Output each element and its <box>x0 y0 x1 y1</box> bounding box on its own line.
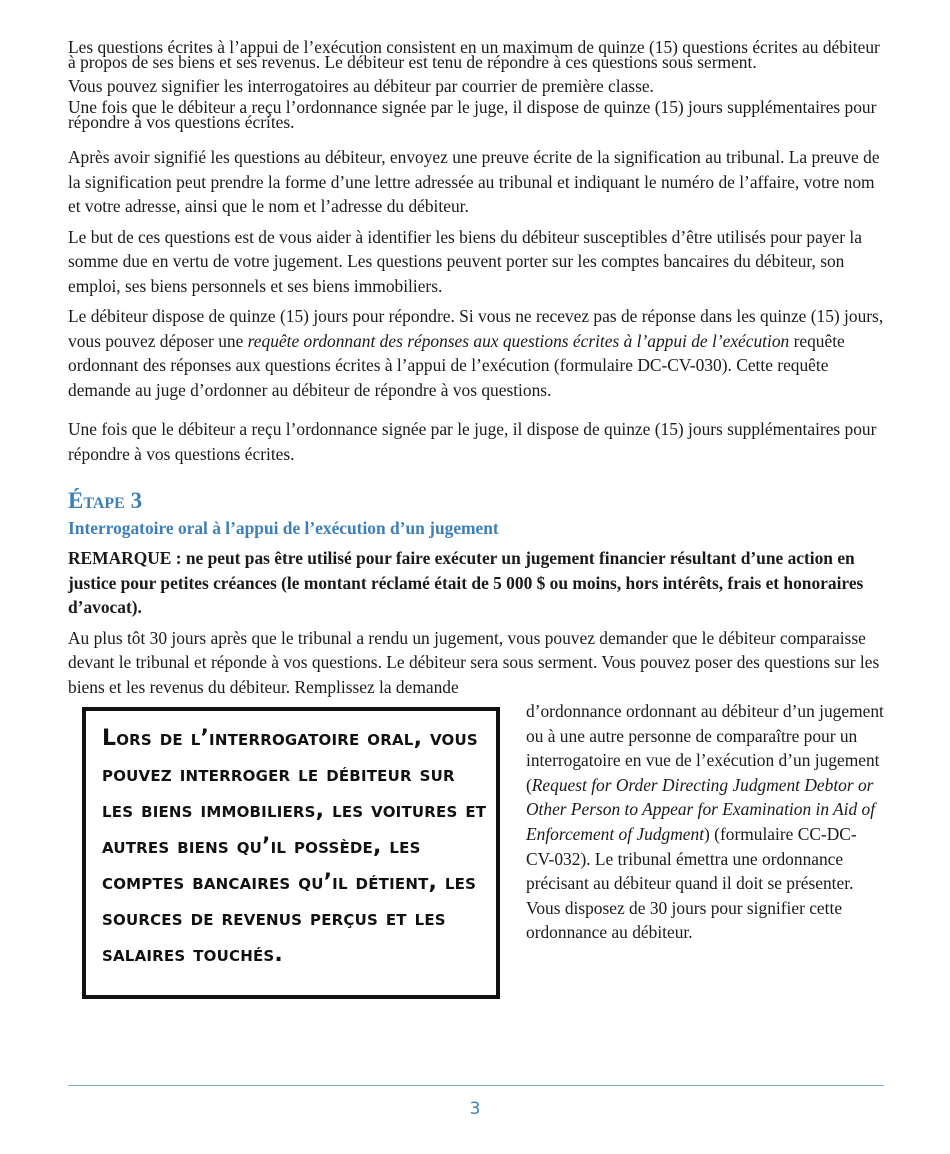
paragraph-purpose: Le but de ces questions est de vous aider à identifier les biens du débiteur susceptibles d’être utilisés pour payer la somme due en vertu de votre jugement. Les questions peuvent porter sur les comptes bancaires du débiteur, son emploi, ses biens personnels et ses biens immobiliers. <box>68 226 862 296</box>
footer-divider <box>68 1085 884 1086</box>
remark-note: REMARQUE : ne peut pas être utilisé pour faire exécuter un jugement financier résultant d’une action en justice pour petites créances (le montant réclamé était de 5 000 $ ou moins, hors intérêts, frais et honoraires d’avocat). <box>68 548 864 617</box>
step-subheading: Interrogatoire oral à l’appui de l’exécution d’un jugement <box>68 518 499 538</box>
document-body <box>68 37 884 1019</box>
request-text-end: ) (formulaire CC-DC-CV-032). Le tribunal émettra une ordonnance précisant au débiteur quand il doit se présenter. Vous disposez de 30 jours pour signifier cette ordonnance au débiteur. <box>526 823 857 943</box>
motion-text-end: requête ordonnant des réponses aux questions écrites à l’appui de l’exécution (formulaire DC-CV-030). Cette requête demande au juge d’ordonner au débiteur de répondre à vos questions. <box>68 330 845 400</box>
request-form-title: Request for Order Directing Judgment Debtor or Other Person to Appear for Examination in Aid of Enforcement of Judgment <box>526 774 876 844</box>
paragraph-motion <box>68 304 884 402</box>
page-number: 3 <box>469 1099 481 1119</box>
paragraph-proof-of-service: Après avoir signifié les questions au débiteur, envoyez une preuve écrite de la signification au tribunal. La preuve de la signification peut prendre la forme d’une lettre adressée au tribunal et indiquant le numéro de l’affaire, votre nom et votre adresse, ainsi que le nom et l’adresse du débiteur. <box>68 147 880 216</box>
callout-section <box>68 699 884 1019</box>
motion-text-start: Le débiteur dispose de quinze (15) jours pour répondre. Si vous ne recevez pas de réponse dans les quinze (15) jours, vous pouvez déposer une <box>68 306 884 351</box>
motion-form-title: requête ordonnant des réponses aux questions écrites à l’appui de l’exécution <box>247 330 790 351</box>
paragraph-written-questions: Les questions écrites à l’appui de l’exécution consistent en un maximum de quinze (15) questions écrites au débiteur à propos de ses biens et ses revenus. Le débiteur est tenu de répondre à ces questions sous serment. <box>68 37 880 72</box>
request-text-start: d’ordonnance ordonnant au débiteur d’un jugement ou à une autre personne de comparaître pour un interrogatoire en vue de l’exécution d’un jugement ( <box>526 701 884 795</box>
paragraph-fifteen-days: Une fois que le débiteur a reçu l’ordonnance signée par le juge, il dispose de quinze (15) jours supplémentaires pour répondre à vos questions écrites. <box>68 97 877 132</box>
paragraph-request-form <box>526 699 884 945</box>
callout-box: Lors de l’interrogatoire oral, vous pouvez interroger le débiteur sur les biens immobiliers, les voitures et autres biens qu’il possède, les comptes bancaires qu’il détient, les sources de revenus perçus et les salaires touchés. <box>82 707 500 999</box>
paragraph-service-mail: Vous pouvez signifier les interrogatoires au débiteur par courrier de première classe. <box>68 76 654 96</box>
paragraph-oral-exam-intro: Au plus tôt 30 jours après que le tribunal a rendu un jugement, vous pouvez demander que le débiteur comparaisse devant le tribunal et réponde à vos questions. Le débiteur sera sous serment. Vous pouvez poser des questions sur les biens et les revenus du débiteur. Remplissez la demande <box>68 627 880 697</box>
step-heading: Étape 3 <box>68 488 143 513</box>
paragraph-additional-days: Une fois que le débiteur a reçu l’ordonnance signée par le juge, il dispose de quinze (15) jours supplémentaires pour répondre à vos questions écrites. <box>68 419 877 464</box>
